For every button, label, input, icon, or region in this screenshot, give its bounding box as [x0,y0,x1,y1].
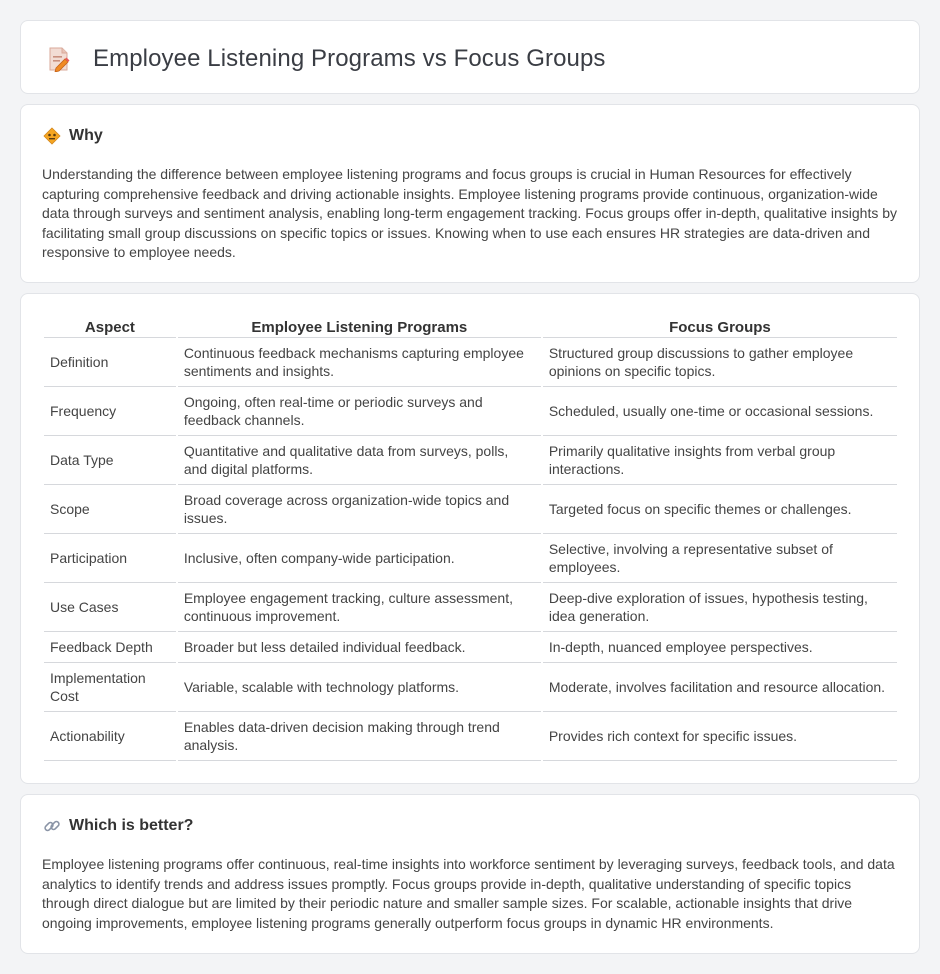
table-row [44,534,897,583]
row-listening: Inclusive, often company-wide participation. [178,534,541,583]
comparison-table [42,318,899,761]
row-focus: Structured group discussions to gather employee opinions on specific topics. [543,338,897,387]
comparison-card [20,293,920,784]
row-listening: Broader but less detailed individual feedback. [178,632,541,663]
table-row [44,663,897,712]
row-focus: Scheduled, usually one-time or occasional sessions. [543,387,897,436]
row-listening: Enables data-driven decision making through trend analysis. [178,712,541,761]
row-focus: Deep-dive exploration of issues, hypothesis testing, idea generation. [543,583,897,632]
row-focus: Targeted focus on specific themes or challenges. [543,485,897,534]
row-aspect: Actionability [44,712,176,761]
better-card [20,794,920,954]
row-aspect: Frequency [44,387,176,436]
row-listening: Ongoing, often real-time or periodic surveys and feedback channels. [178,387,541,436]
why-card [20,104,920,283]
row-focus: Selective, involving a representative subset of employees. [543,534,897,583]
table-row [44,632,897,663]
row-focus: In-depth, nuanced employee perspectives. [543,632,897,663]
table-row [44,583,897,632]
why-heading: Why [69,127,103,144]
row-focus: Moderate, involves facilitation and resource allocation. [543,663,897,712]
row-aspect: Implementation Cost [44,663,176,712]
column-header-aspect: Aspect [44,318,176,338]
title-row [47,45,606,73]
row-focus: Provides rich context for specific issues. [543,712,897,761]
diamond-warning-icon [43,127,61,145]
link-icon [43,817,61,835]
row-listening: Broad coverage across organization-wide topics and issues. [178,485,541,534]
row-aspect: Data Type [44,436,176,485]
row-aspect: Feedback Depth [44,632,176,663]
row-aspect: Participation [44,534,176,583]
row-aspect: Scope [44,485,176,534]
table-header-row [44,318,897,338]
page-title: Employee Listening Programs vs Focus Groups [93,45,606,72]
column-header-listening: Employee Listening Programs [178,318,541,338]
row-listening: Variable, scalable with technology platforms. [178,663,541,712]
row-listening: Employee engagement tracking, culture assessment, continuous improvement. [178,583,541,632]
column-header-focus: Focus Groups [543,318,897,338]
row-aspect: Use Cases [44,583,176,632]
document-pencil-icon [47,46,71,72]
why-text: Understanding the difference between employee listening programs and focus groups is crucial in Human Resources for effectively capturing comprehensive feedback and driving actionable insights. Employee listening programs provide continuous, organization-wide data through surveys and sentiment analysis, enabling long-term engagement tracking. Focus groups offer in-depth, qualitative insights by facilitating small group discussions on specific topics or issues. Knowing when to use each ensures HR strategies are data-driven and responsive to employee needs. [42,166,898,261]
better-text: Employee listening programs offer continuous, real-time insights into workforce sentiment by leveraging surveys, feedback tools, and data analytics to identify trends and address issues promptly. Focus groups provide in-depth, qualitative understanding of specific topics through direct dialogue but are limited by their periodic nature and smaller sample sizes. For scalable, actionable insights that drive ongoing improvements, employee listening programs generally outperform focus groups in dynamic HR environments. [42,856,895,931]
why-heading-row [43,127,103,145]
table-row [44,712,897,761]
row-aspect: Definition [44,338,176,387]
table-row [44,436,897,485]
row-focus: Primarily qualitative insights from verbal group interactions. [543,436,897,485]
better-heading-row [43,817,193,835]
table-row [44,485,897,534]
row-listening: Quantitative and qualitative data from surveys, polls, and digital platforms. [178,436,541,485]
better-heading: Which is better? [69,817,194,834]
row-listening: Continuous feedback mechanisms capturing employee sentiments and insights. [178,338,541,387]
table-row [44,387,897,436]
header-card [20,20,920,94]
table-row [44,338,897,387]
